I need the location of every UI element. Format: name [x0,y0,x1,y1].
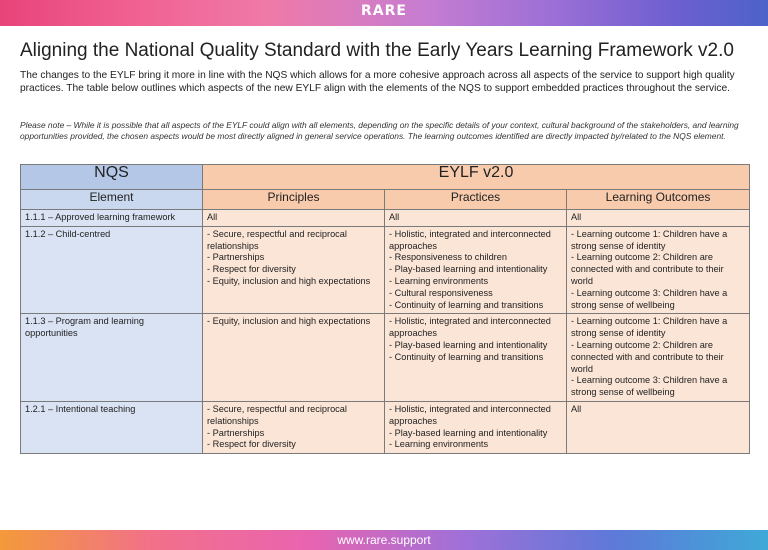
practices-cell [385,401,567,453]
practices-item: - Play-based learning and intentionality [389,264,548,275]
practices-item: - Holistic, integrated and interconnected approaches [389,316,551,339]
column-header-principles: Principles [203,190,385,210]
element-cell: 1.1.1 – Approved learning framework [21,210,203,227]
outcomes-cell [567,314,750,402]
principles-item: All [207,212,218,222]
practices-item: - Continuity of learning and transitions [389,299,544,310]
practices-cell [385,210,567,227]
table-row [21,210,750,227]
outcomes-item: - Learning outcome 3: Children have a strong sense of wellbeing [571,287,728,310]
practices-item: - Play-based learning and intentionality [389,427,548,438]
outcomes-cell [567,210,750,227]
table-row [21,226,750,314]
outcomes-item: All [571,403,582,414]
principles-item: - Equity, inclusion and high expectations [207,316,371,327]
practices-item: - Responsiveness to children [389,252,507,263]
footer-url: www.rare.support [337,533,431,547]
element-cell: 1.1.3 – Program and learning opportunities [21,314,203,402]
page-title: Aligning the National Quality Standard with the Early Years Learning Framework v2.0 [20,40,734,61]
principles-cell [203,226,385,314]
rare-logo: RARE [361,3,407,19]
table-row [21,401,750,453]
element-cell: 1.1.2 – Child-centred [21,226,203,314]
principles-item: - Respect for diversity [207,439,296,450]
practices-cell [385,226,567,314]
intro-paragraph: The changes to the EYLF bring it more in line with the NQS which allows for a more cohesive approach across all aspects of the service to support high quality practices. The table below outlines which aspects of the new EYLF align with the elements of the NQS to support embedded practices throughout the service. [20,70,735,94]
practices-item: All [389,212,400,222]
practices-item: - Continuity of learning and transitions [389,351,544,362]
principles-item: - Respect for diversity [207,264,296,275]
practices-item: - Learning environments [389,439,489,450]
column-header-practices: Practices [385,190,567,210]
principles-item: - Partnerships [207,427,265,438]
note-paragraph: Please note – While it is possible that all aspects of the EYLF could align with all elements, depending on the specific details of your context, cultural background of the stakeholders, and learning opportunities provided, the chosen aspects would be most directly aligned in general service operations. The learning outcomes identified are directly impacted by/related to the NQS element. [20,120,739,141]
element-cell: 1.2.1 – Intentional teaching [21,401,203,453]
practices-item: - Holistic, integrated and interconnected approaches [389,228,551,251]
eylf-group-header: EYLF v2.0 [203,165,750,190]
outcomes-item: - Learning outcome 1: Children have a strong sense of identity [571,228,728,251]
footer-banner [0,530,768,550]
outcomes-item: - Learning outcome 2: Children are connected with and contribute to their world [571,339,724,374]
outcomes-cell [567,226,750,314]
outcomes-item: - Learning outcome 2: Children are connected with and contribute to their world [571,252,724,286]
column-header-outcomes: Learning Outcomes [567,190,750,210]
principles-item: - Secure, respectful and reciprocal relationships [207,228,347,251]
outcomes-item: - Learning outcome 3: Children have a strong sense of wellbeing [571,375,728,398]
alignment-table [20,164,750,454]
practices-cell [385,314,567,402]
outcomes-item: - Learning outcome 1: Children have a strong sense of identity [571,316,728,339]
principles-cell [203,210,385,227]
principles-item: - Secure, respectful and reciprocal relationships [207,403,347,426]
outcomes-cell [567,401,750,453]
practices-item: - Play-based learning and intentionality [389,339,548,350]
principles-cell [203,401,385,453]
outcomes-item: All [571,212,582,222]
table-body [21,210,750,454]
principles-item: - Equity, inclusion and high expectations [207,275,371,286]
principles-cell [203,314,385,402]
practices-item: - Holistic, integrated and interconnected approaches [389,403,551,426]
practices-item: - Cultural responsiveness [389,287,493,298]
nqs-group-header: NQS [21,165,203,190]
column-header-element: Element [21,190,203,210]
top-banner [0,0,768,26]
practices-item: - Learning environments [389,275,489,286]
table-row [21,314,750,402]
principles-item: - Partnerships [207,252,265,263]
